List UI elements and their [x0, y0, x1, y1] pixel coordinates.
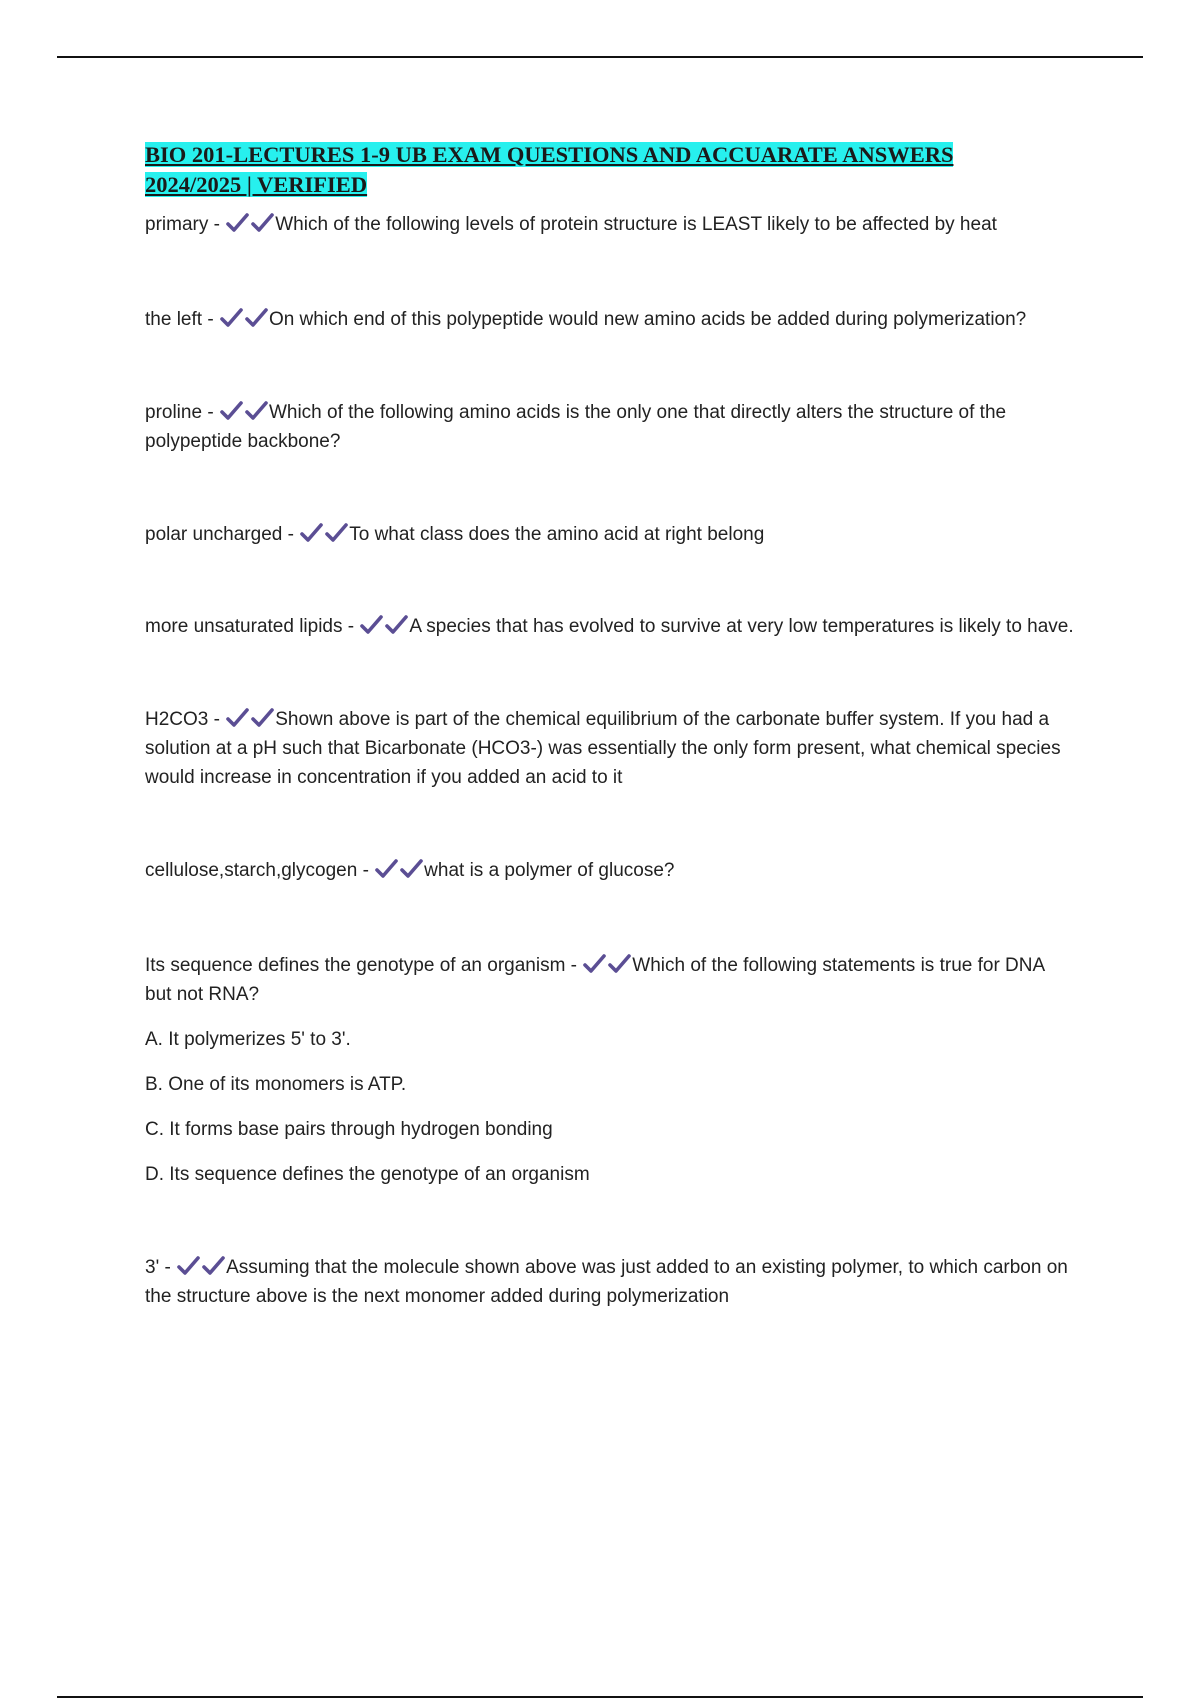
qa-item — [145, 305, 1075, 334]
answer-option-c: C. It forms base pairs through hydrogen bonding — [145, 1119, 553, 1140]
title-line-1: BIO 201-LECTURES 1-9 UB EXAM QUESTIONS AND ACCUARATE ANSWERS — [145, 142, 954, 167]
qa-item — [145, 398, 1075, 456]
title-line-2: 2024/2025 | VERIFIED — [145, 172, 368, 197]
question-text: what is a polymer of glucose? — [424, 860, 675, 881]
question-text: To what class does the amino acid at right belong — [349, 524, 765, 545]
check-mark-icon — [245, 308, 268, 328]
check-mark-icon — [220, 401, 243, 421]
answer-text: polar uncharged - — [145, 524, 294, 545]
document-title — [145, 140, 1075, 200]
check-mark-icon — [608, 954, 631, 974]
qa-item — [145, 951, 1075, 1009]
answer-option-b: B. One of its monomers is ATP. — [145, 1074, 407, 1095]
qa-item — [145, 705, 1075, 792]
answer-text: H2CO3 - — [145, 709, 220, 730]
check-mark-icon — [245, 401, 268, 421]
footer-rule — [57, 1696, 1143, 1698]
check-mark-icon — [300, 523, 323, 543]
answer-text: more unsaturated lipids - — [145, 616, 355, 637]
question-text: Assuming that the molecule shown above was just added to an existing polymer, to which carbon on the structure above is the next monomer added during polymerization — [145, 1257, 1068, 1307]
answer-text: Its sequence defines the genotype of an organism - — [145, 955, 577, 976]
header-rule — [57, 56, 1143, 58]
check-mark-icon — [202, 1256, 225, 1276]
qa-item — [145, 1253, 1075, 1311]
answer-text: the left - — [145, 309, 214, 330]
check-mark-icon — [251, 213, 274, 233]
qa-item — [145, 210, 1075, 239]
answer-option-d: D. Its sequence defines the genotype of an organism — [145, 1164, 590, 1185]
answer-text: proline - — [145, 402, 214, 423]
answer-text: primary - — [145, 214, 220, 235]
answer-text: 3' - — [145, 1257, 171, 1278]
check-mark-icon — [226, 213, 249, 233]
question-text: Which of the following levels of protein structure is LEAST likely to be affected by heat — [275, 214, 997, 235]
check-mark-icon — [375, 859, 398, 879]
question-text: A species that has evolved to survive at very low temperatures is likely to have. — [409, 616, 1074, 637]
check-mark-icon — [226, 708, 249, 728]
question-text: Which of the following statements is true for DNA but not RNA? — [145, 955, 1045, 1005]
document-body — [145, 140, 1075, 1311]
check-mark-icon — [325, 523, 348, 543]
question-text: Shown above is part of the chemical equilibrium of the carbonate buffer system. If you had a solution at a pH such that Bicarbonate (HCO3-) was essentially the only form present, what chemical species would increase in concentration if you added an acid to it — [145, 709, 1061, 788]
answer-option-a: A. It polymerizes 5' to 3'. — [145, 1029, 351, 1050]
check-mark-icon — [251, 708, 274, 728]
check-mark-icon — [583, 954, 606, 974]
question-text: On which end of this polypeptide would new amino acids be added during polymerization? — [268, 309, 1027, 330]
check-mark-icon — [400, 859, 423, 879]
question-text: Which of the following amino acids is the only one that directly alters the structure of the polypeptide backbone? — [145, 402, 1007, 452]
check-mark-icon — [177, 1256, 200, 1276]
check-mark-icon — [220, 308, 243, 328]
qa-item — [145, 520, 1075, 549]
qa-item — [145, 612, 1075, 641]
qa-item — [145, 856, 1075, 885]
check-mark-icon — [385, 615, 408, 635]
check-mark-icon — [360, 615, 383, 635]
answer-text: cellulose,starch,glycogen - — [145, 860, 369, 881]
